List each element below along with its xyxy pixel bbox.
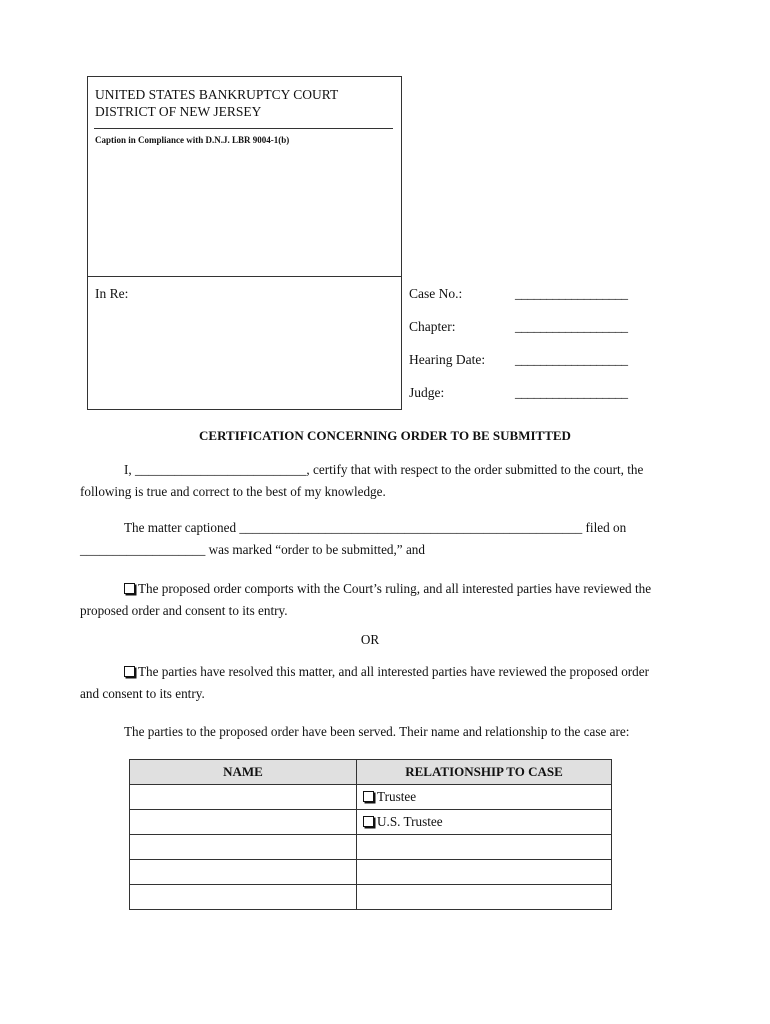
table-row <box>130 885 612 910</box>
name-cell[interactable] <box>130 810 357 835</box>
court-name <box>95 86 338 120</box>
court-line-1: UNITED STATES BANKRUPTCY COURT <box>95 87 339 102</box>
parties-intro-text: The parties to the proposed order have been served. Their name and relationship to the case are: <box>124 724 630 739</box>
table-row <box>130 785 612 810</box>
relationship-header: RELATIONSHIP TO CASE <box>357 760 612 785</box>
case-no-field[interactable]: __________________ <box>515 286 628 301</box>
matter-text: The matter captioned ____________________________________________________ filed on ___________________ was marked “order to be submitted,” and <box>80 520 627 557</box>
relationship-label: Trustee <box>377 789 417 804</box>
judge-field[interactable]: __________________ <box>515 385 628 400</box>
or-separator: OR <box>360 632 380 647</box>
certifier-paragraph[interactable] <box>80 459 670 502</box>
option-2 <box>80 661 670 704</box>
option-1-text: The proposed order comports with the Court’s ruling, and all interested parties have reviewed the proposed order and consent to its entry. <box>80 581 652 618</box>
relationship-cell <box>357 810 612 835</box>
name-header: NAME <box>130 760 357 785</box>
compliance-note: Caption in Compliance with D.N.J. LBR 9004-1(b) <box>95 135 290 145</box>
name-cell[interactable] <box>130 860 357 885</box>
name-cell[interactable] <box>130 885 357 910</box>
table-header-row <box>130 760 612 785</box>
hearing-date-label: Hearing Date: <box>409 352 486 367</box>
court-line-2: DISTRICT OF NEW JERSEY <box>95 104 262 119</box>
case-no-label: Case No.: <box>409 286 463 301</box>
relationship-cell[interactable] <box>357 885 612 910</box>
caption-divider <box>94 128 393 129</box>
us-trustee-checkbox[interactable] <box>363 816 374 827</box>
parties-intro <box>80 721 670 743</box>
chapter-field[interactable]: __________________ <box>515 319 628 334</box>
option-1-checkbox[interactable] <box>124 583 135 594</box>
option-2-text: The parties have resolved this matter, and all interested parties have reviewed the proposed order and consent to its entry. <box>80 664 650 701</box>
name-cell[interactable] <box>130 785 357 810</box>
chapter-label: Chapter: <box>409 319 456 334</box>
relationship-cell[interactable] <box>357 835 612 860</box>
relationship-cell[interactable] <box>357 860 612 885</box>
relationship-cell <box>357 785 612 810</box>
certifier-text: I, __________________________, certify that with respect to the order submitted to the court, the following is true and correct to the best of my knowledge. <box>80 462 644 499</box>
name-cell[interactable] <box>130 835 357 860</box>
judge-label: Judge: <box>409 385 445 400</box>
option-2-checkbox[interactable] <box>124 666 135 677</box>
in-re-divider <box>87 276 402 277</box>
in-re-label: In Re: <box>95 286 129 301</box>
trustee-checkbox[interactable] <box>363 791 374 802</box>
hearing-date-field[interactable]: __________________ <box>515 352 628 367</box>
matter-paragraph[interactable] <box>80 517 670 560</box>
table-row <box>130 810 612 835</box>
table-row <box>130 835 612 860</box>
document-title: CERTIFICATION CONCERNING ORDER TO BE SUBMITTED <box>199 428 571 443</box>
relationship-label: U.S. Trustee <box>377 814 443 829</box>
table-row <box>130 860 612 885</box>
parties-table <box>129 759 612 910</box>
caption-box <box>87 76 402 410</box>
option-1 <box>80 578 670 621</box>
